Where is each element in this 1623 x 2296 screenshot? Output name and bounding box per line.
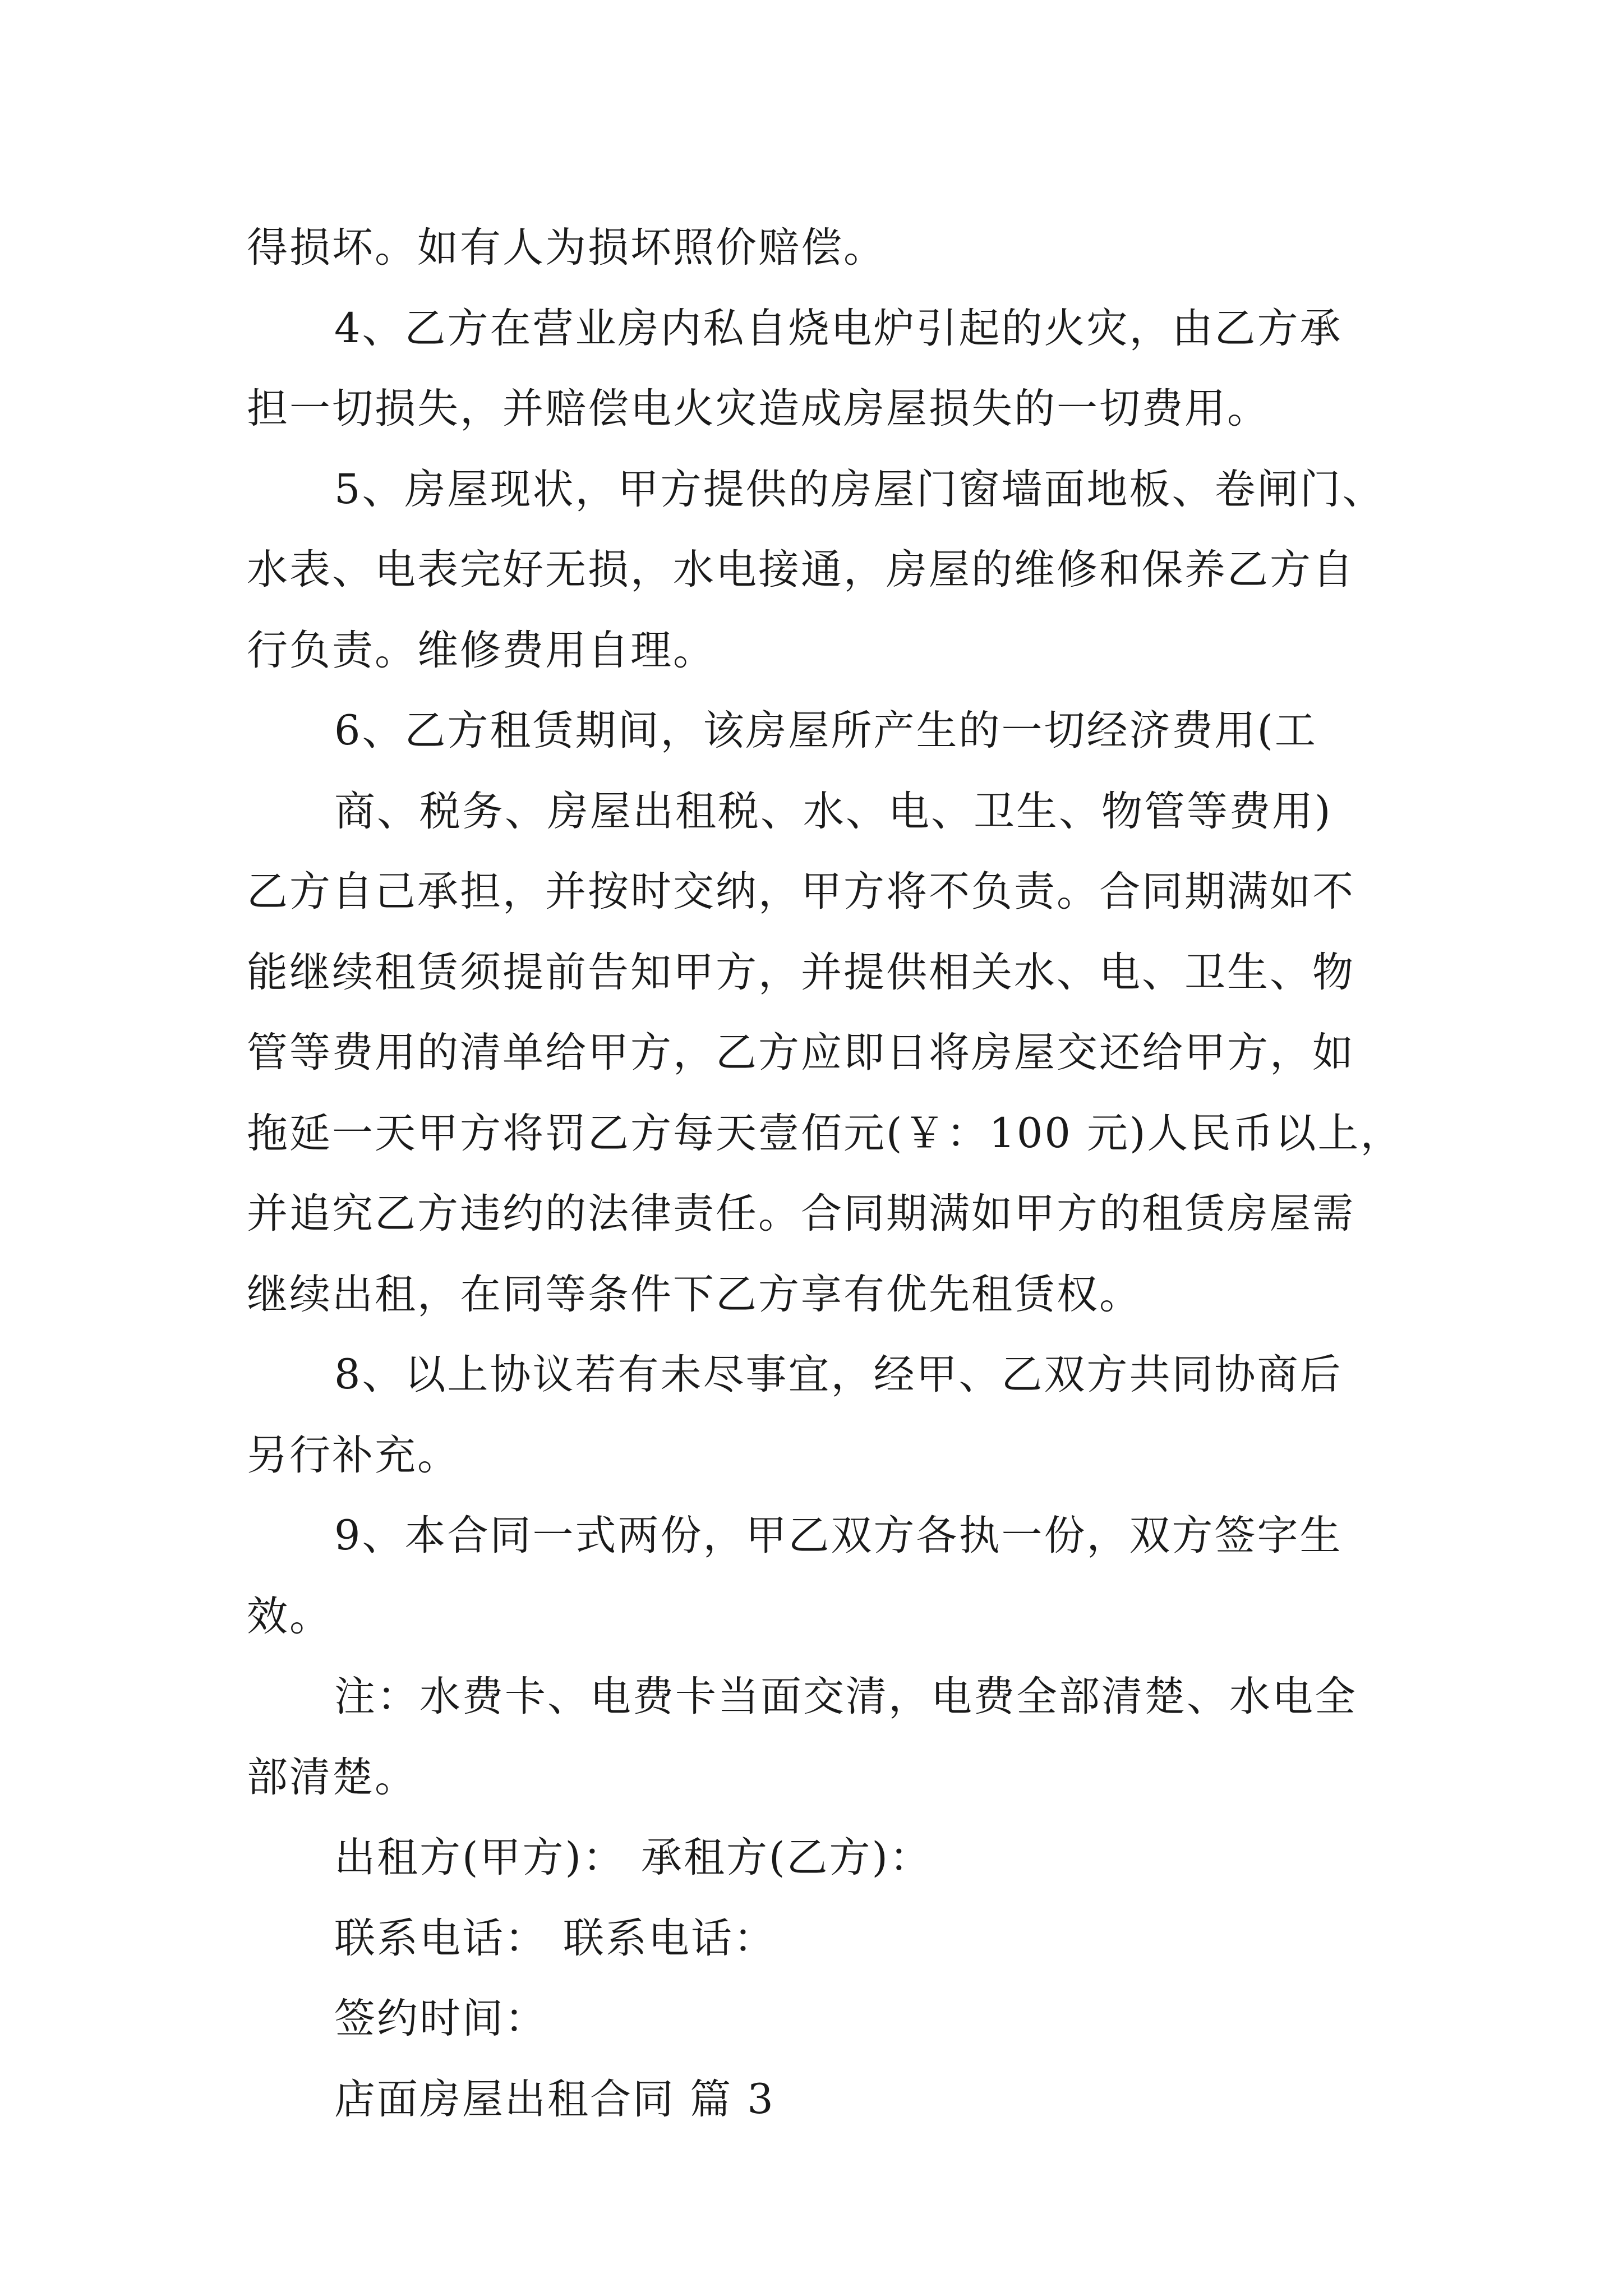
lessor-phone-label: 联系电话： xyxy=(334,1914,547,1962)
clause-9-line-2: 效。 xyxy=(247,1592,332,1640)
clause-6-line-4: 能继续租赁须提前告知甲方，并提供相关水、电、卫生、物 xyxy=(247,948,1355,996)
clause-8-line-1: 8、以上协议若有未尽事宜，经甲、乙双方共同协商后 xyxy=(334,1351,1343,1398)
next-section-title: 店面房屋出租合同 篇 3 xyxy=(334,2075,775,2123)
text-line: 得损坏。如有人为损坏照价赔偿。 xyxy=(247,224,886,272)
clause-6-line-1: 6、乙方租赁期间，该房屋所产生的一切经济费用(工 xyxy=(334,707,1317,754)
document-body xyxy=(247,208,1403,2139)
clause-6-line-7: 并追究乙方违约的法律责任。合同期满如甲方的租赁房屋需 xyxy=(247,1190,1355,1237)
lessee-label: 承租方(乙方)： xyxy=(640,1834,932,1881)
clause-6-line-2: 商、税务、房屋出租税、水、电、卫生、物管等费用) xyxy=(334,787,1332,835)
clause-6-line-5: 管等费用的清单给甲方，乙方应即日将房屋交还给甲方，如 xyxy=(247,1029,1355,1076)
clause-6-line-3: 乙方自己承担，并按时交纳，甲方将不负责。合同期满如不 xyxy=(247,868,1355,915)
lessee-phone-label: 联系电话： xyxy=(563,1914,776,1962)
signature-phone-row xyxy=(247,1898,1374,1979)
clause-4-line-1: 4、乙方在营业房内私自烧电炉引起的火灾，由乙方承 xyxy=(334,304,1343,352)
clause-4-line-2: 担一切损失，并赔偿电火灾造成房屋损失的一切费用。 xyxy=(247,385,1270,432)
clause-8-line-2: 另行补充。 xyxy=(247,1431,460,1479)
note-line-1: 注：水费卡、电费卡当面交清，电费全部清楚、水电全 xyxy=(334,1673,1357,1720)
lessor-label: 出租方(甲方)： xyxy=(334,1834,625,1881)
clause-5-line-1: 5、房屋现状，甲方提供的房屋门窗墙面地板、卷闸门、 xyxy=(334,465,1385,513)
clause-5-line-3: 行负责。维修费用自理。 xyxy=(247,626,716,674)
signature-parties-row xyxy=(247,1818,1374,1898)
clause-6-line-8: 继续出租，在同等条件下乙方享有优先租赁权。 xyxy=(247,1270,1142,1318)
clause-9-line-1: 9、本合同一式两份，甲乙双方各执一份，双方签字生 xyxy=(334,1512,1343,1559)
sign-time-label: 签约时间： xyxy=(334,1995,547,2042)
clause-6-line-6: 拖延一天甲方将罚乙方每天壹佰元(￥：100 元)人民币以上， xyxy=(247,1109,1403,1157)
clause-5-line-2: 水表、电表完好无损，水电接通，房屋的维修和保养乙方自 xyxy=(247,546,1355,593)
note-line-2: 部清楚。 xyxy=(247,1753,417,1801)
